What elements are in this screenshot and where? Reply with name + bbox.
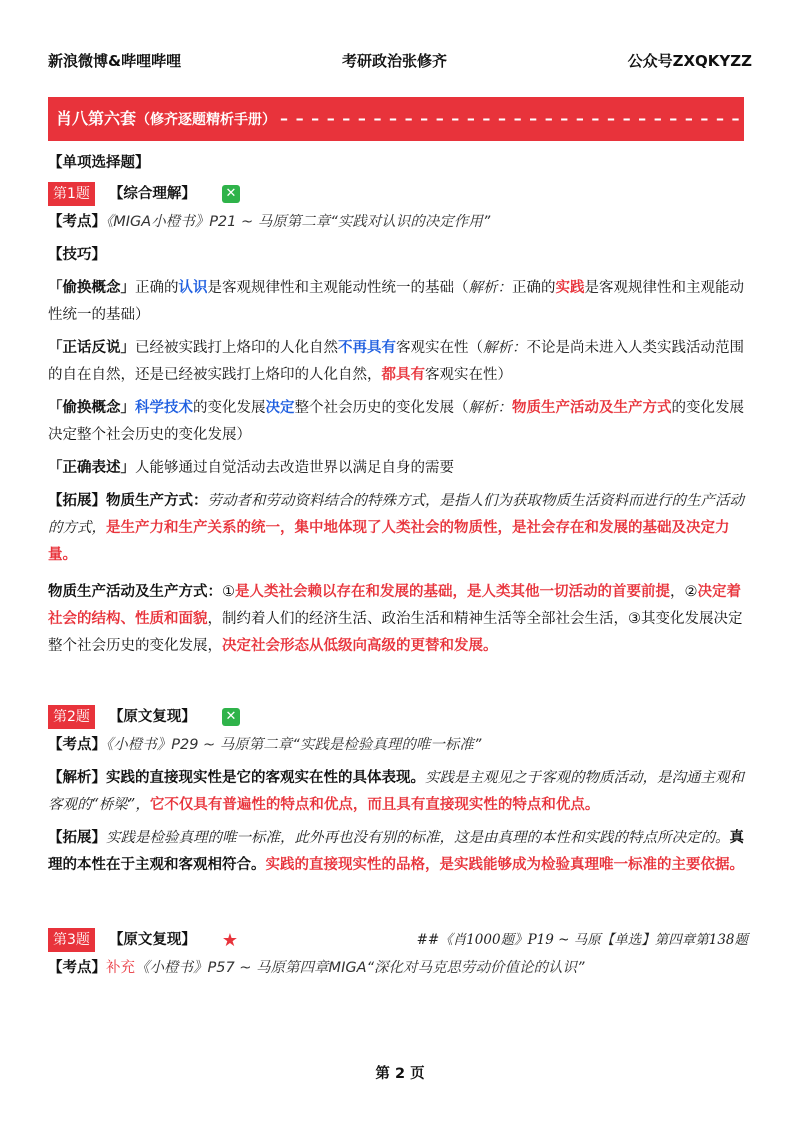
q1-wuzhi (48, 579, 748, 660)
q2-type: 【原文复现】 (108, 708, 196, 725)
q2-jiexi (48, 765, 748, 819)
title-banner (48, 97, 803, 141)
q1-item4 (48, 455, 748, 482)
text: 实践的直接现实性是它的客观实在性的具体表现。 (106, 770, 425, 786)
text: 决定 (265, 400, 295, 416)
text: 已经被实践打上烙印的人化自然 (135, 340, 338, 356)
q3-type: 【原文复现】 (108, 931, 196, 948)
q1-jiqiao: 【技巧】 (48, 247, 106, 263)
text: 劳动者和劳动资料结合的特殊方式，是指人们为获取物质生活资料而进行的生产活动的方式， (48, 493, 744, 536)
text: 客观实在性） (425, 367, 512, 383)
section-title: 【单项选择题】 (48, 155, 150, 171)
wrong-mark-icon: ✕ (222, 185, 240, 203)
text: 解析： (483, 340, 527, 356)
q2-badge: 第2题 (48, 705, 95, 729)
text: 实践 (555, 280, 585, 296)
q3-kaodian (48, 955, 748, 982)
q1-item2 (48, 335, 748, 389)
kaodian-label: 【考点】 (48, 214, 106, 230)
text: 不再具有 (338, 340, 396, 356)
text: 实践是主观见之于客观的物质活动，是沟通主观和客观的“桥梁”， (48, 770, 744, 813)
q1-header (48, 179, 748, 209)
banner-dashes: – – – – – – – – – – – – – – – – – – – – – – – – – – – – – – – – – – (280, 109, 803, 128)
q1-type: 【综合理解】 (108, 185, 196, 202)
text: 不论是尚未进入人类实践活动范围的自在自然，还是已经被实践打上烙印的人化自然， (48, 340, 744, 383)
jiexi-label: 【解析】 (48, 770, 106, 786)
text: 物质生产活动及生产方式 (512, 400, 672, 416)
banner-subtitle: （修齐逐题精析手册） (136, 112, 277, 128)
q2-tuozhan (48, 825, 748, 879)
text: ，② (670, 584, 698, 600)
text: 实践是检验真理的唯一标准，此外再也没有别的标准，这是由真理的本性和实践的特点所决定的。 (106, 830, 730, 846)
text: ，制约着人们的经济生活、政治生活和精神生活等全部社会生活，③其变化发展决定整个社会历史的变化发展， (48, 611, 743, 654)
banner-title: 肖八第六套 (56, 109, 137, 128)
text: ① (222, 584, 235, 600)
text: 是客观规律性和主观能动性统一的基础（ (207, 280, 469, 296)
q1-kaodian (48, 209, 748, 236)
kaodian-label: 【考点】 (48, 737, 106, 753)
text: 是生产力和生产关系的统一，集中地体现了人类社会的物质性，是社会存在和发展的基础及决定力量。 (48, 520, 730, 563)
q2-kaodian (48, 732, 748, 759)
tuozhan-label: 【拓展】 (48, 493, 106, 509)
text: 物质生产方式： (106, 493, 208, 509)
text: 物质生产活动及生产方式： (48, 584, 222, 600)
header-center: 考研政治张修齐 (342, 52, 448, 70)
wrong-mark-icon: ✕ (222, 708, 240, 726)
text: 实践的直接现实性的品格，是实践能够成为检验真理唯一标准的主要依据。 (265, 857, 744, 873)
q3-reference: ##《肖1000题》P19 ~ 马原【单选】第四章第138题 (416, 931, 748, 948)
header-right: 公众号ZXQKYZZ (627, 52, 752, 70)
item-tag: 「正话反说」 (48, 340, 135, 356)
text: 解析： (468, 400, 512, 416)
text: 是人类社会赖以存在和发展的基础，是人类其他一切活动的首要前提 (235, 584, 670, 600)
q2-header (48, 702, 748, 732)
text: 人能够通过自觉活动去改造世界以满足自身的需要 (135, 460, 454, 476)
text: 决定社会形态从低级向高级的更替和发展。 (222, 638, 498, 654)
kaodian-text: 《小橙书》P29 ~ 马原第二章“实践是检验真理的唯一标准” (106, 737, 482, 753)
tuozhan-label: 【拓展】 (48, 830, 106, 846)
text: 都具有 (381, 367, 425, 383)
text: 决定着社会的结构、性质和面貌 (48, 584, 741, 627)
text: 是客观规律性和主观能动性统一的基础） (48, 280, 744, 323)
text: 的变化发展 (193, 400, 266, 416)
page-header (0, 50, 800, 74)
text: 正确的 (512, 280, 556, 296)
kaodian-label: 【考点】 (48, 960, 106, 976)
text: 科学技术 (135, 400, 193, 416)
kaodian-text: 《小橙书》P57 ~ 马原第四章MIGA“深化对马克思劳动价值论的认识” (135, 960, 585, 976)
text: 客观实在性（ (396, 340, 483, 356)
page-content (48, 150, 748, 982)
text: 补充 (106, 960, 135, 976)
text: 它不仅具有普遍性的特点和优点，而且具有直接现实性的特点和优点。 (149, 797, 600, 813)
q1-item3 (48, 395, 748, 449)
text: 正确的 (135, 280, 179, 296)
header-left: 新浪微博&哔哩哔哩 (48, 52, 182, 70)
item-tag: 「偷换概念」 (48, 280, 135, 296)
item-tag: 「偷换概念」 (48, 400, 135, 416)
page-number: 第 2 页 (375, 1066, 425, 1082)
q3-badge: 第3题 (48, 928, 95, 952)
text: 整个社会历史的变化发展（ (294, 400, 469, 416)
q1-item1 (48, 275, 748, 329)
text: 认识 (178, 280, 208, 296)
q1-tuozhan (48, 488, 748, 569)
q1-badge: 第1题 (48, 182, 95, 206)
text: 的变化发展决定整个社会历史的变化发展） (48, 400, 744, 443)
text: 真理的本性在于主观和客观相符合。 (48, 830, 744, 873)
q3-header (48, 925, 748, 955)
kaodian-text: 《MIGA小橙书》P21 ~ 马原第二章“实践对认识的决定作用” (106, 214, 491, 230)
star-icon: ★ (221, 929, 239, 951)
item-tag: 「正确表述」 (48, 460, 135, 476)
text: 解析： (468, 280, 512, 296)
